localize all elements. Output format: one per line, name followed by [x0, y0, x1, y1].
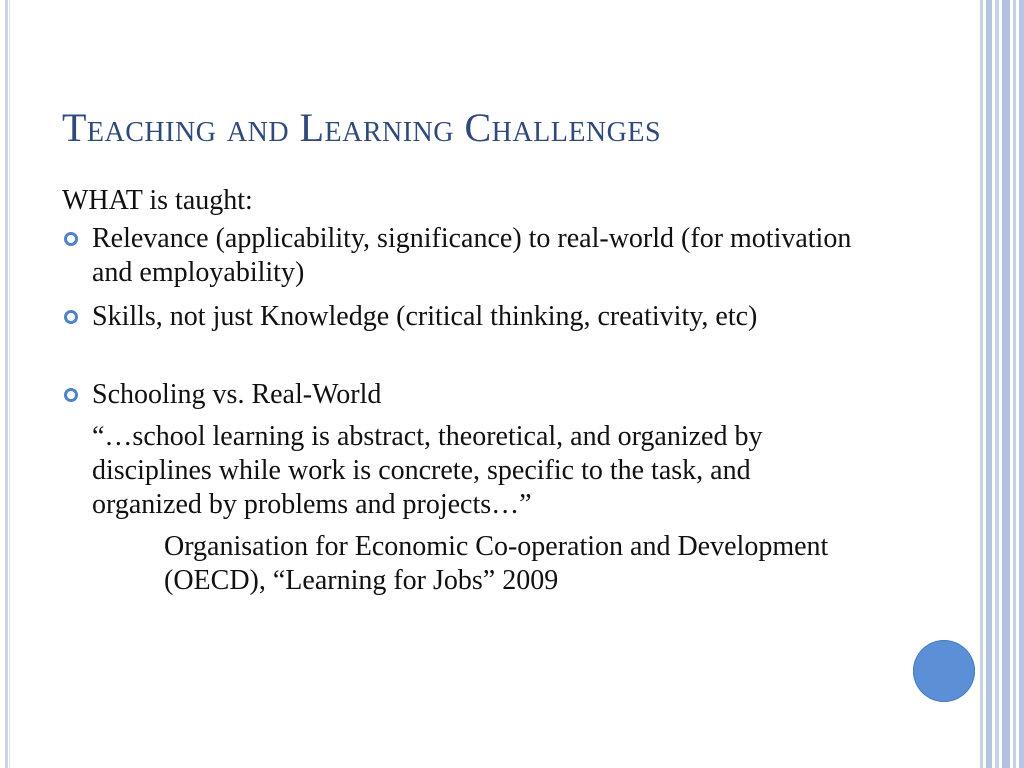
bullet-item	[62, 378, 862, 412]
bullet-icon	[64, 310, 78, 324]
left-frame-line	[5, 0, 8, 768]
right-stripe	[1019, 0, 1024, 768]
quote-source: Organisation for Economic Co-operation and Development (OECD), “Learning for Jobs” 2009	[164, 531, 829, 596]
bullet-icon	[64, 388, 78, 402]
right-stripe	[995, 0, 999, 768]
bullet-text: Skills, not just Knowledge (critical thinking, creativity, etc)	[92, 301, 758, 332]
bullet-text: Schooling vs. Real-World	[92, 379, 382, 410]
slide-title: Teaching and Learning Challenges	[62, 105, 662, 150]
quote-text: “…school learning is abstract, theoretical, and organized by disciplines while work is concrete, specific to the task, and organized by problems and projects…”	[92, 421, 763, 520]
bullet-item	[62, 300, 862, 334]
right-stripe	[986, 0, 992, 768]
bullet-icon	[64, 232, 78, 246]
slide-body	[62, 184, 862, 598]
right-stripe	[980, 0, 983, 768]
bullet-item	[62, 222, 862, 290]
right-stripe	[1013, 0, 1016, 768]
right-stripe	[1002, 0, 1010, 768]
bullet-text: Relevance (applicability, significance) to real-world (for motivation and employability)	[92, 223, 852, 288]
section-heading: WHAT is taught:	[62, 185, 253, 216]
decorative-circle	[913, 640, 975, 702]
left-frame-line-inner	[9, 0, 10, 768]
